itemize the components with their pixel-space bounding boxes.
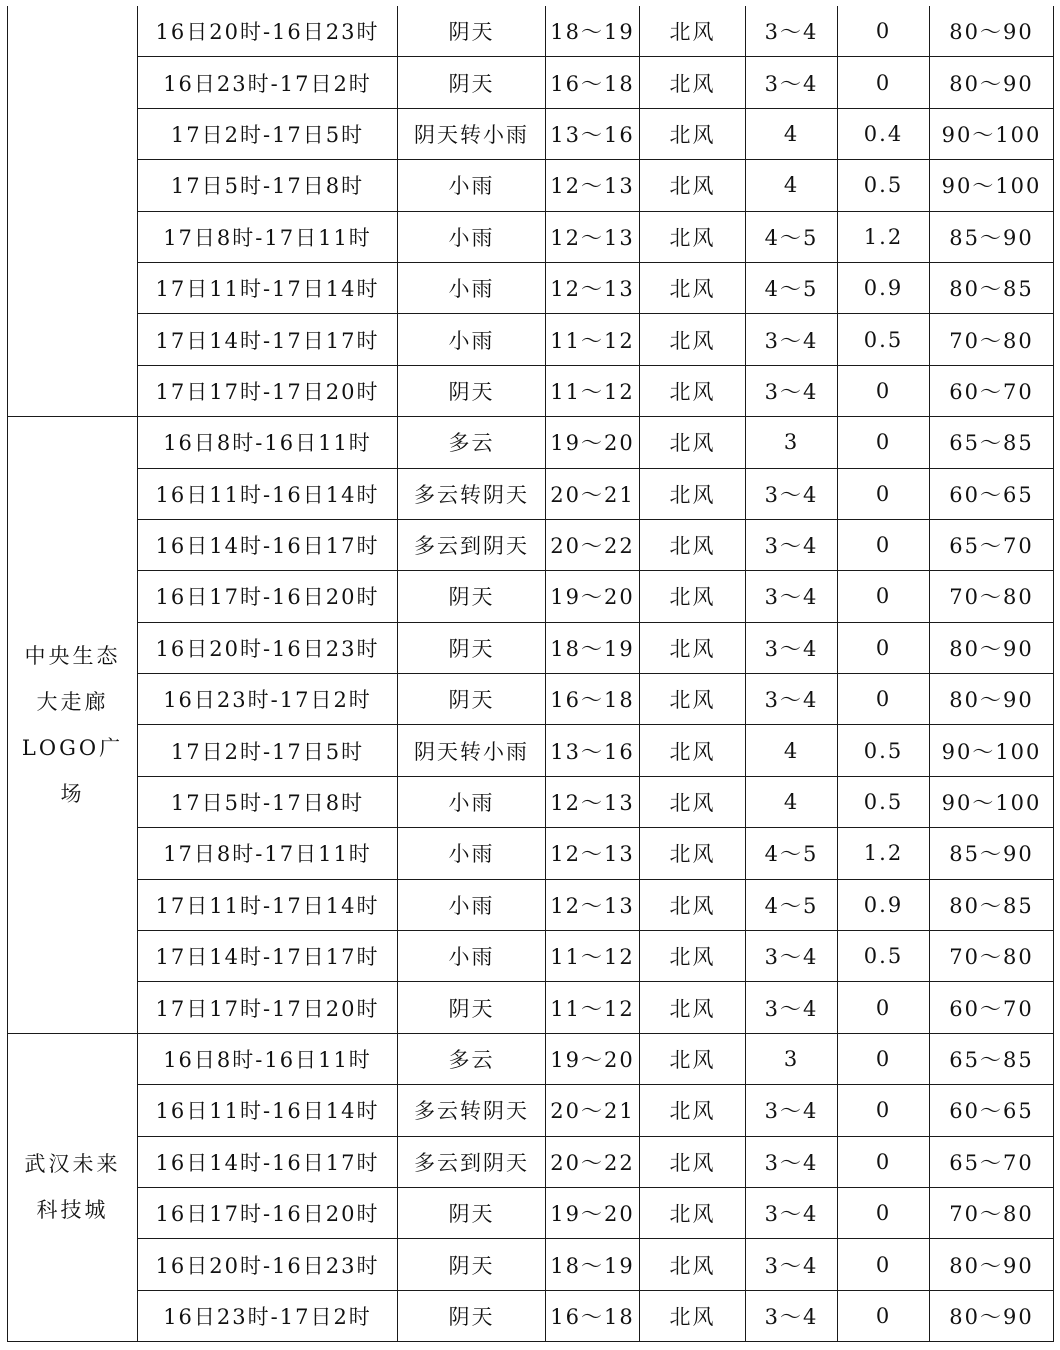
wind-level-cell: 3 <box>746 1033 838 1084</box>
weather-cell: 小雨 <box>398 314 546 365</box>
rainfall-cell: 0.9 <box>838 262 930 313</box>
humidity-cell: 70～80 <box>930 931 1054 982</box>
weather-cell: 阴天 <box>398 6 546 57</box>
wind-direction-cell: 北风 <box>640 211 746 262</box>
temperature-cell: 12～13 <box>546 828 640 879</box>
time-range-cell: 17日11时-17日14时 <box>138 262 398 313</box>
table-row <box>8 1239 1054 1290</box>
time-range-cell: 17日8时-17日11时 <box>138 211 398 262</box>
wind-level-cell: 3～4 <box>746 365 838 416</box>
wind-level-cell: 3～4 <box>746 1187 838 1238</box>
table-row <box>8 160 1054 211</box>
time-range-cell: 16日20时-16日23时 <box>138 6 398 57</box>
time-range-cell: 17日2时-17日5时 <box>138 725 398 776</box>
wind-level-cell: 3～4 <box>746 982 838 1033</box>
time-range-cell: 16日17时-16日20时 <box>138 571 398 622</box>
wind-direction-cell: 北风 <box>640 519 746 570</box>
time-range-cell: 17日14时-17日17时 <box>138 931 398 982</box>
wind-direction-cell: 北风 <box>640 1085 746 1136</box>
weather-cell: 多云转阴天 <box>398 468 546 519</box>
table-row <box>8 828 1054 879</box>
wind-level-cell: 3 <box>746 417 838 468</box>
humidity-cell: 80～90 <box>930 6 1054 57</box>
humidity-cell: 80～90 <box>930 674 1054 725</box>
weather-cell: 小雨 <box>398 211 546 262</box>
wind-level-cell: 4～5 <box>746 211 838 262</box>
rainfall-cell: 0 <box>838 1136 930 1187</box>
table-row <box>8 982 1054 1033</box>
weather-forecast-table <box>7 6 1054 1342</box>
temperature-cell: 19～20 <box>546 1033 640 1084</box>
temperature-cell: 11～12 <box>546 931 640 982</box>
temperature-cell: 13～16 <box>546 725 640 776</box>
wind-direction-cell: 北风 <box>640 725 746 776</box>
wind-level-cell: 3～4 <box>746 571 838 622</box>
humidity-cell: 80～90 <box>930 1290 1054 1341</box>
rainfall-cell: 0.5 <box>838 160 930 211</box>
temperature-cell: 16～18 <box>546 57 640 108</box>
table-row <box>8 1085 1054 1136</box>
humidity-cell: 90～100 <box>930 725 1054 776</box>
temperature-cell: 11～12 <box>546 982 640 1033</box>
table-row <box>8 571 1054 622</box>
table-row <box>8 1290 1054 1341</box>
humidity-cell: 70～80 <box>930 314 1054 365</box>
rainfall-cell: 0 <box>838 6 930 57</box>
humidity-cell: 80～85 <box>930 262 1054 313</box>
temperature-cell: 12～13 <box>546 776 640 827</box>
humidity-cell: 65～85 <box>930 1033 1054 1084</box>
rainfall-cell: 1.2 <box>838 828 930 879</box>
weather-cell: 阴天 <box>398 622 546 673</box>
weather-cell: 阴天 <box>398 365 546 416</box>
location-cell: 中央生态大走廊LOGO广场 <box>8 417 138 1034</box>
wind-direction-cell: 北风 <box>640 1239 746 1290</box>
table-row <box>8 622 1054 673</box>
temperature-cell: 20～22 <box>546 1136 640 1187</box>
temperature-cell: 20～21 <box>546 468 640 519</box>
humidity-cell: 60～65 <box>930 468 1054 519</box>
wind-direction-cell: 北风 <box>640 314 746 365</box>
wind-level-cell: 4～5 <box>746 262 838 313</box>
rainfall-cell: 0 <box>838 1239 930 1290</box>
time-range-cell: 17日8时-17日11时 <box>138 828 398 879</box>
time-range-cell: 16日20时-16日23时 <box>138 622 398 673</box>
table-row <box>8 417 1054 468</box>
rainfall-cell: 0.4 <box>838 108 930 159</box>
table-row <box>8 1033 1054 1084</box>
table-row <box>8 57 1054 108</box>
forecast-table-container <box>7 6 1053 1342</box>
weather-cell: 多云 <box>398 417 546 468</box>
temperature-cell: 18～19 <box>546 622 640 673</box>
time-range-cell: 16日11时-16日14时 <box>138 468 398 519</box>
temperature-cell: 19～20 <box>546 1187 640 1238</box>
table-row <box>8 519 1054 570</box>
weather-cell: 小雨 <box>398 931 546 982</box>
temperature-cell: 16～18 <box>546 1290 640 1341</box>
wind-level-cell: 3～4 <box>746 1290 838 1341</box>
temperature-cell: 19～20 <box>546 571 640 622</box>
wind-direction-cell: 北风 <box>640 57 746 108</box>
humidity-cell: 80～85 <box>930 879 1054 930</box>
time-range-cell: 16日23时-17日2时 <box>138 1290 398 1341</box>
wind-direction-cell: 北风 <box>640 417 746 468</box>
humidity-cell: 90～100 <box>930 776 1054 827</box>
wind-level-cell: 3～4 <box>746 1239 838 1290</box>
temperature-cell: 12～13 <box>546 879 640 930</box>
wind-direction-cell: 北风 <box>640 776 746 827</box>
weather-cell: 多云转阴天 <box>398 1085 546 1136</box>
rainfall-cell: 0 <box>838 519 930 570</box>
humidity-cell: 85～90 <box>930 211 1054 262</box>
time-range-cell: 17日5时-17日8时 <box>138 160 398 211</box>
wind-direction-cell: 北风 <box>640 365 746 416</box>
wind-level-cell: 3～4 <box>746 931 838 982</box>
time-range-cell: 17日11时-17日14时 <box>138 879 398 930</box>
rainfall-cell: 0.5 <box>838 931 930 982</box>
rainfall-cell: 0 <box>838 622 930 673</box>
time-range-cell: 17日5时-17日8时 <box>138 776 398 827</box>
wind-direction-cell: 北风 <box>640 468 746 519</box>
wind-direction-cell: 北风 <box>640 262 746 313</box>
weather-cell: 小雨 <box>398 160 546 211</box>
wind-level-cell: 3～4 <box>746 674 838 725</box>
temperature-cell: 19～20 <box>546 417 640 468</box>
humidity-cell: 60～65 <box>930 1085 1054 1136</box>
time-range-cell: 16日23时-17日2时 <box>138 674 398 725</box>
humidity-cell: 65～70 <box>930 1136 1054 1187</box>
temperature-cell: 12～13 <box>546 160 640 211</box>
time-range-cell: 16日14时-16日17时 <box>138 1136 398 1187</box>
weather-cell: 阴天 <box>398 1187 546 1238</box>
rainfall-cell: 0 <box>838 57 930 108</box>
wind-direction-cell: 北风 <box>640 931 746 982</box>
wind-level-cell: 3～4 <box>746 6 838 57</box>
wind-level-cell: 4～5 <box>746 879 838 930</box>
time-range-cell: 17日14时-17日17时 <box>138 314 398 365</box>
humidity-cell: 70～80 <box>930 1187 1054 1238</box>
location-cell <box>8 6 138 417</box>
wind-level-cell: 4 <box>746 776 838 827</box>
table-row <box>8 1187 1054 1238</box>
rainfall-cell: 0 <box>838 982 930 1033</box>
time-range-cell: 16日11时-16日14时 <box>138 1085 398 1136</box>
humidity-cell: 80～90 <box>930 622 1054 673</box>
wind-direction-cell: 北风 <box>640 571 746 622</box>
temperature-cell: 20～21 <box>546 1085 640 1136</box>
wind-level-cell: 3～4 <box>746 519 838 570</box>
weather-cell: 小雨 <box>398 828 546 879</box>
weather-cell: 多云到阴天 <box>398 519 546 570</box>
humidity-cell: 80～90 <box>930 1239 1054 1290</box>
wind-level-cell: 3～4 <box>746 622 838 673</box>
time-range-cell: 16日8时-16日11时 <box>138 1033 398 1084</box>
weather-cell: 阴天转小雨 <box>398 108 546 159</box>
table-row <box>8 674 1054 725</box>
time-range-cell: 17日17时-17日20时 <box>138 982 398 1033</box>
weather-cell: 小雨 <box>398 262 546 313</box>
table-row <box>8 108 1054 159</box>
wind-direction-cell: 北风 <box>640 6 746 57</box>
weather-cell: 小雨 <box>398 879 546 930</box>
temperature-cell: 12～13 <box>546 211 640 262</box>
time-range-cell: 16日14时-16日17时 <box>138 519 398 570</box>
table-body <box>8 6 1054 1342</box>
rainfall-cell: 0.9 <box>838 879 930 930</box>
wind-level-cell: 4 <box>746 160 838 211</box>
wind-direction-cell: 北风 <box>640 879 746 930</box>
time-range-cell: 16日8时-16日11时 <box>138 417 398 468</box>
weather-cell: 小雨 <box>398 776 546 827</box>
weather-cell: 阴天转小雨 <box>398 725 546 776</box>
wind-direction-cell: 北风 <box>640 828 746 879</box>
humidity-cell: 80～90 <box>930 57 1054 108</box>
wind-level-cell: 3～4 <box>746 314 838 365</box>
weather-cell: 阴天 <box>398 57 546 108</box>
rainfall-cell: 0 <box>838 1033 930 1084</box>
weather-cell: 阴天 <box>398 1239 546 1290</box>
table-row <box>8 468 1054 519</box>
wind-level-cell: 4～5 <box>746 828 838 879</box>
rainfall-cell: 0 <box>838 468 930 519</box>
humidity-cell: 90～100 <box>930 108 1054 159</box>
time-range-cell: 16日17时-16日20时 <box>138 1187 398 1238</box>
wind-level-cell: 3～4 <box>746 1085 838 1136</box>
wind-level-cell: 4 <box>746 108 838 159</box>
humidity-cell: 65～70 <box>930 519 1054 570</box>
table-row <box>8 262 1054 313</box>
rainfall-cell: 0 <box>838 1290 930 1341</box>
table-row <box>8 879 1054 930</box>
humidity-cell: 65～85 <box>930 417 1054 468</box>
weather-cell: 阴天 <box>398 982 546 1033</box>
wind-direction-cell: 北风 <box>640 622 746 673</box>
table-row <box>8 6 1054 57</box>
weather-cell: 阴天 <box>398 571 546 622</box>
humidity-cell: 60～70 <box>930 982 1054 1033</box>
wind-direction-cell: 北风 <box>640 1033 746 1084</box>
table-row <box>8 314 1054 365</box>
table-row <box>8 776 1054 827</box>
temperature-cell: 18～19 <box>546 1239 640 1290</box>
wind-direction-cell: 北风 <box>640 1187 746 1238</box>
rainfall-cell: 0.5 <box>838 314 930 365</box>
wind-level-cell: 3～4 <box>746 1136 838 1187</box>
rainfall-cell: 0 <box>838 365 930 416</box>
wind-direction-cell: 北风 <box>640 160 746 211</box>
time-range-cell: 17日2时-17日5时 <box>138 108 398 159</box>
rainfall-cell: 1.2 <box>838 211 930 262</box>
wind-direction-cell: 北风 <box>640 1290 746 1341</box>
time-range-cell: 16日20时-16日23时 <box>138 1239 398 1290</box>
weather-cell: 多云 <box>398 1033 546 1084</box>
weather-cell: 多云到阴天 <box>398 1136 546 1187</box>
wind-direction-cell: 北风 <box>640 674 746 725</box>
table-row <box>8 1136 1054 1187</box>
temperature-cell: 11～12 <box>546 365 640 416</box>
wind-direction-cell: 北风 <box>640 1136 746 1187</box>
temperature-cell: 11～12 <box>546 314 640 365</box>
table-row <box>8 725 1054 776</box>
rainfall-cell: 0 <box>838 674 930 725</box>
rainfall-cell: 0.5 <box>838 725 930 776</box>
temperature-cell: 20～22 <box>546 519 640 570</box>
humidity-cell: 60～70 <box>930 365 1054 416</box>
temperature-cell: 13～16 <box>546 108 640 159</box>
humidity-cell: 70～80 <box>930 571 1054 622</box>
location-cell: 武汉未来科技城 <box>8 1033 138 1341</box>
wind-level-cell: 4 <box>746 725 838 776</box>
table-row <box>8 365 1054 416</box>
temperature-cell: 18～19 <box>546 6 640 57</box>
humidity-cell: 85～90 <box>930 828 1054 879</box>
humidity-cell: 90～100 <box>930 160 1054 211</box>
temperature-cell: 16～18 <box>546 674 640 725</box>
wind-level-cell: 3～4 <box>746 57 838 108</box>
time-range-cell: 16日23时-17日2时 <box>138 57 398 108</box>
rainfall-cell: 0 <box>838 571 930 622</box>
weather-cell: 阴天 <box>398 1290 546 1341</box>
table-row <box>8 211 1054 262</box>
rainfall-cell: 0 <box>838 1187 930 1238</box>
wind-level-cell: 3～4 <box>746 468 838 519</box>
wind-direction-cell: 北风 <box>640 982 746 1033</box>
rainfall-cell: 0 <box>838 417 930 468</box>
time-range-cell: 17日17时-17日20时 <box>138 365 398 416</box>
rainfall-cell: 0.5 <box>838 776 930 827</box>
weather-cell: 阴天 <box>398 674 546 725</box>
table-row <box>8 931 1054 982</box>
wind-direction-cell: 北风 <box>640 108 746 159</box>
rainfall-cell: 0 <box>838 1085 930 1136</box>
temperature-cell: 12～13 <box>546 262 640 313</box>
